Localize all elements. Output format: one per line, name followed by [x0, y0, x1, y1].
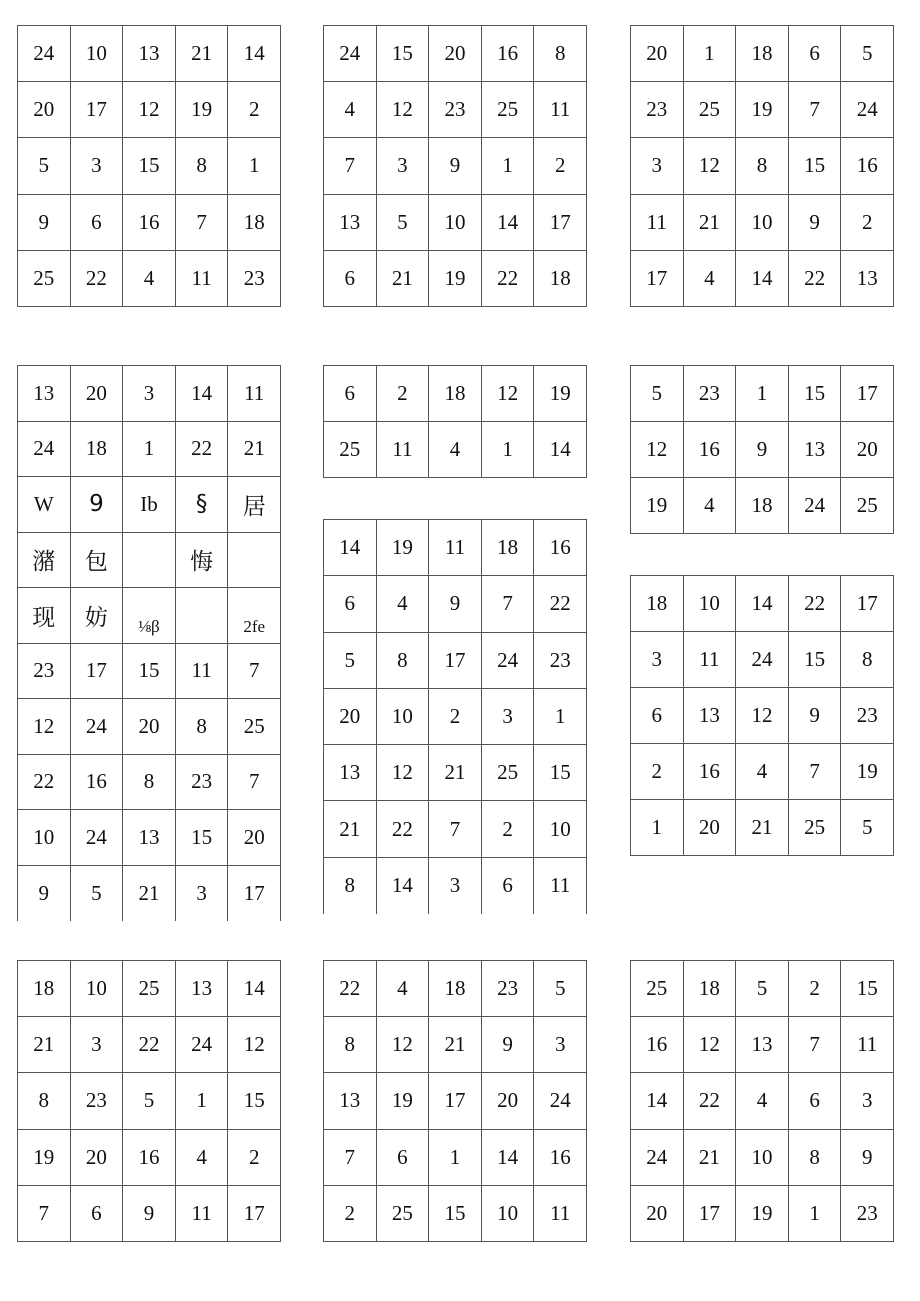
grid-cell: 21 — [18, 1017, 71, 1073]
grid-cell: 18 — [429, 366, 482, 422]
grid-11 — [630, 960, 894, 1242]
grid-cell: 24 — [71, 810, 124, 866]
grid-cell: 2fe — [228, 588, 281, 644]
grid-cell: 妨 — [71, 588, 124, 644]
grid-cell: 10 — [482, 1186, 535, 1242]
grid-cell: 9 — [18, 195, 71, 251]
grid-cell: 14 — [534, 422, 587, 478]
grid-cell: 23 — [684, 366, 737, 422]
grid-cell: 13 — [123, 26, 176, 82]
grid-cell: 4 — [377, 961, 430, 1017]
grid-5 — [323, 365, 587, 478]
grid-cell: 19 — [377, 1073, 430, 1129]
grid-cell: 潴 — [18, 533, 71, 589]
grid-cell: 7 — [482, 576, 535, 632]
grid-cell: 6 — [377, 1130, 430, 1186]
grid-cell: 12 — [377, 82, 430, 138]
grid-cell: 15 — [429, 1186, 482, 1242]
grid-cell: 19 — [176, 82, 229, 138]
grid-cell: 1 — [482, 138, 535, 194]
grid-cell: 23 — [429, 82, 482, 138]
grid-cell: 16 — [631, 1017, 684, 1073]
grid-cell: 11 — [429, 520, 482, 576]
grid-cell: 16 — [534, 1130, 587, 1186]
grid-cell: 7 — [429, 801, 482, 857]
grid-cell: 20 — [18, 82, 71, 138]
grid-cell: 15 — [789, 366, 842, 422]
grid-cell: 21 — [736, 800, 789, 856]
grid-cell: 6 — [71, 1186, 124, 1242]
grid-cell: 14 — [631, 1073, 684, 1129]
grid-cell: 19 — [631, 478, 684, 534]
grid-cell: 5 — [324, 633, 377, 689]
grid-cell: 5 — [377, 195, 430, 251]
grid-cell: 25 — [684, 82, 737, 138]
grid-cell: 13 — [324, 1073, 377, 1129]
grid-10 — [323, 960, 587, 1242]
grid-cell: 25 — [789, 800, 842, 856]
grid-cell: 20 — [71, 1130, 124, 1186]
grid-cell: 16 — [123, 195, 176, 251]
grid-cell: 包 — [71, 533, 124, 589]
grid-cell: 6 — [789, 26, 842, 82]
grid-cell: 14 — [176, 366, 229, 422]
grid-cell: 21 — [324, 801, 377, 857]
grid-cell: 3 — [71, 1017, 124, 1073]
grid-cell: 6 — [631, 688, 684, 744]
grid-cell: 15 — [841, 961, 894, 1017]
grid-cell: 12 — [377, 745, 430, 801]
grid-cell: 23 — [534, 633, 587, 689]
grid-cell: 3 — [377, 138, 430, 194]
grid-cell: 1 — [684, 26, 737, 82]
grid-1 — [17, 25, 281, 307]
grid-cell: 5 — [71, 866, 124, 922]
grid-cell: 12 — [123, 82, 176, 138]
grid-cell: 23 — [631, 82, 684, 138]
grid-cell: 18 — [228, 195, 281, 251]
grid-cell: 18 — [482, 520, 535, 576]
grid-cell: 15 — [377, 26, 430, 82]
grid-cell: 21 — [123, 866, 176, 922]
grid-cell: 15 — [789, 138, 842, 194]
grid-cell: 悔 — [176, 533, 229, 589]
grid-cell: 18 — [684, 961, 737, 1017]
grid-cell: 7 — [228, 755, 281, 811]
grid-cell: 16 — [123, 1130, 176, 1186]
grid-cell: 5 — [123, 1073, 176, 1129]
grid-cell: 25 — [228, 699, 281, 755]
grid-cell: 18 — [534, 251, 587, 307]
grid-cell: 15 — [534, 745, 587, 801]
grid-cell: 6 — [324, 366, 377, 422]
grid-cell: 25 — [482, 82, 535, 138]
grid-cell: 8 — [789, 1130, 842, 1186]
grid-cell: 7 — [789, 744, 842, 800]
grid-cell: 2 — [324, 1186, 377, 1242]
grid-cell: 23 — [841, 688, 894, 744]
grid-cell: 11 — [841, 1017, 894, 1073]
grid-cell: 16 — [684, 422, 737, 478]
grid-cell: 3 — [71, 138, 124, 194]
grid-cell: 18 — [429, 961, 482, 1017]
grid-cell: 24 — [736, 632, 789, 688]
grid-cell: 14 — [377, 858, 430, 914]
grid-cell: 1 — [736, 366, 789, 422]
grid-cell: 9 — [789, 195, 842, 251]
grid-cell: 24 — [324, 26, 377, 82]
grid-8 — [630, 575, 894, 856]
grid-cell: 7 — [18, 1186, 71, 1242]
grid-cell: 10 — [377, 689, 430, 745]
grid-cell: 2 — [631, 744, 684, 800]
grid-cell: 22 — [324, 961, 377, 1017]
grid-cell: 4 — [684, 251, 737, 307]
grid-cell: 17 — [684, 1186, 737, 1242]
grid-cell: 10 — [736, 195, 789, 251]
grid-cell: 24 — [841, 82, 894, 138]
grid-cell: 13 — [684, 688, 737, 744]
grid-cell: 8 — [123, 755, 176, 811]
grid-cell: 10 — [429, 195, 482, 251]
grid-cell: 5 — [841, 26, 894, 82]
grid-cell: 6 — [324, 251, 377, 307]
grid-cell: 17 — [429, 633, 482, 689]
grid-cell: 3 — [429, 858, 482, 914]
grid-cell: 19 — [377, 520, 430, 576]
grid-cell: 3 — [534, 1017, 587, 1073]
grid-cell: 17 — [228, 1186, 281, 1242]
grid-cell: 15 — [789, 632, 842, 688]
grid-cell: 1 — [176, 1073, 229, 1129]
grid-cell: 14 — [324, 520, 377, 576]
grid-cell: 6 — [71, 195, 124, 251]
grid-cell: 14 — [482, 195, 535, 251]
grid-cell: 3 — [176, 866, 229, 922]
grid-cell: 7 — [324, 1130, 377, 1186]
grid-cell: 11 — [534, 82, 587, 138]
grid-cell: 5 — [18, 138, 71, 194]
grid-cell: 10 — [18, 810, 71, 866]
grid-cell: Ib — [123, 477, 176, 533]
grid-cell: 23 — [71, 1073, 124, 1129]
grid-cell: 13 — [18, 366, 71, 422]
grid-cell: 13 — [736, 1017, 789, 1073]
grid-cell: 16 — [841, 138, 894, 194]
grid-cell: 3 — [631, 138, 684, 194]
grid-cell: 20 — [123, 699, 176, 755]
grid-cell: 9 — [736, 422, 789, 478]
grid-cell: 2 — [228, 82, 281, 138]
grid-cell: 20 — [684, 800, 737, 856]
grid-cell: 13 — [123, 810, 176, 866]
grid-cell: 2 — [534, 138, 587, 194]
grid-cell: 17 — [841, 576, 894, 632]
grid-cell: 16 — [482, 26, 535, 82]
grid-cell: 8 — [324, 858, 377, 914]
grid-cell: 21 — [684, 195, 737, 251]
grid-cell: 12 — [684, 138, 737, 194]
grid-cell: 12 — [736, 688, 789, 744]
grid-cell: 1 — [123, 422, 176, 478]
grid-cell: 17 — [71, 644, 124, 700]
grid-cell: 16 — [534, 520, 587, 576]
grid-cell: 22 — [482, 251, 535, 307]
grid-cell: 25 — [841, 478, 894, 534]
grid-cell: 10 — [534, 801, 587, 857]
grid-cell: 9 — [18, 866, 71, 922]
grid-cell: 3 — [482, 689, 535, 745]
grid-6 — [630, 365, 894, 534]
grid-cell — [228, 533, 281, 589]
grid-cell: 23 — [482, 961, 535, 1017]
grid-cell: 6 — [324, 576, 377, 632]
grid-cell — [123, 533, 176, 589]
grid-cell: 24 — [176, 1017, 229, 1073]
grid-cell: 3 — [841, 1073, 894, 1129]
grid-cell: 2 — [789, 961, 842, 1017]
grid-cell: 7 — [324, 138, 377, 194]
grid-cell: 14 — [736, 251, 789, 307]
grid-cell: 20 — [71, 366, 124, 422]
grid-cell: 15 — [176, 810, 229, 866]
grid-cell: 25 — [123, 961, 176, 1017]
grid-cell: 19 — [841, 744, 894, 800]
grid-cell: 2 — [429, 689, 482, 745]
grid-cell: 20 — [228, 810, 281, 866]
grid-cell: 17 — [71, 82, 124, 138]
grid-cell: 13 — [789, 422, 842, 478]
grid-cell: 14 — [228, 26, 281, 82]
grid-cell: 20 — [841, 422, 894, 478]
grid-cell: 9 — [841, 1130, 894, 1186]
grid-cell: 24 — [18, 26, 71, 82]
grid-cell: 3 — [123, 366, 176, 422]
grid-3 — [630, 25, 894, 307]
grid-cell: 13 — [176, 961, 229, 1017]
grid-cell: 13 — [324, 195, 377, 251]
grid-cell — [176, 588, 229, 644]
grid-cell: 22 — [534, 576, 587, 632]
grid-cell: 24 — [18, 422, 71, 478]
grid-cell: 5 — [534, 961, 587, 1017]
grid-cell: 4 — [176, 1130, 229, 1186]
grid-cell: 12 — [482, 366, 535, 422]
grid-cell: 20 — [482, 1073, 535, 1129]
grid-cell: 11 — [176, 251, 229, 307]
grid-cell: 16 — [684, 744, 737, 800]
grid-cell: 25 — [482, 745, 535, 801]
grid-cell: 21 — [228, 422, 281, 478]
grid-cell: 21 — [377, 251, 430, 307]
grid-cell: 7 — [176, 195, 229, 251]
grid-cell: 9 — [482, 1017, 535, 1073]
grid-cell: 9 — [429, 576, 482, 632]
grid-cell: 9 — [123, 1186, 176, 1242]
grid-cell: 10 — [684, 576, 737, 632]
grid-cell: 22 — [789, 251, 842, 307]
grid-cell: 17 — [631, 251, 684, 307]
grid-cell: 11 — [534, 858, 587, 914]
grid-cell: 1 — [534, 689, 587, 745]
grid-cell: 7 — [228, 644, 281, 700]
grid-4 — [17, 365, 281, 921]
grid-cell: 9 — [429, 138, 482, 194]
grid-cell: 4 — [123, 251, 176, 307]
grid-cell: 12 — [684, 1017, 737, 1073]
grid-cell: 23 — [841, 1186, 894, 1242]
grid-cell: 18 — [631, 576, 684, 632]
grid-cell: 24 — [789, 478, 842, 534]
grid-cell: 25 — [18, 251, 71, 307]
grid-cell: 1 — [789, 1186, 842, 1242]
grid-cell: 13 — [324, 745, 377, 801]
grid-cell: 8 — [324, 1017, 377, 1073]
grid-cell: 3 — [631, 632, 684, 688]
grid-cell: 4 — [684, 478, 737, 534]
grid-cell: § — [176, 477, 229, 533]
grid-cell: 21 — [429, 745, 482, 801]
grid-cell: 1 — [228, 138, 281, 194]
grid-cell: 8 — [176, 699, 229, 755]
grid-cell: 居 — [228, 477, 281, 533]
grid-cell: 9 — [71, 477, 124, 533]
grid-cell: 21 — [176, 26, 229, 82]
grid-cell: 4 — [377, 576, 430, 632]
grid-7 — [323, 519, 587, 914]
grid-cell: 7 — [789, 82, 842, 138]
grid-cell: 20 — [631, 26, 684, 82]
grid-cell: 6 — [789, 1073, 842, 1129]
grid-cell: 14 — [482, 1130, 535, 1186]
grid-cell: 22 — [684, 1073, 737, 1129]
grid-cell: 8 — [18, 1073, 71, 1129]
grid-2 — [323, 25, 587, 307]
grid-cell: 11 — [228, 366, 281, 422]
grid-cell: 22 — [789, 576, 842, 632]
grid-cell: 18 — [736, 26, 789, 82]
grid-cell: 24 — [631, 1130, 684, 1186]
grid-cell: 20 — [631, 1186, 684, 1242]
grid-cell: 15 — [228, 1073, 281, 1129]
grid-cell: 25 — [631, 961, 684, 1017]
grid-cell: 22 — [71, 251, 124, 307]
grid-cell: 18 — [736, 478, 789, 534]
grid-cell: 24 — [534, 1073, 587, 1129]
grid-cell: 8 — [841, 632, 894, 688]
grid-cell: 1 — [429, 1130, 482, 1186]
grid-cell: 4 — [324, 82, 377, 138]
grid-cell: 19 — [18, 1130, 71, 1186]
grid-cell: 21 — [684, 1130, 737, 1186]
grid-cell: 1 — [631, 800, 684, 856]
grid-cell: 4 — [736, 1073, 789, 1129]
grid-cell: 2 — [377, 366, 430, 422]
grid-cell: 11 — [176, 1186, 229, 1242]
grid-cell: 10 — [736, 1130, 789, 1186]
grid-cell: 5 — [841, 800, 894, 856]
grid-cell: 18 — [18, 961, 71, 1017]
grid-cell: 1 — [482, 422, 535, 478]
grid-cell: 12 — [377, 1017, 430, 1073]
grid-cell: 8 — [736, 138, 789, 194]
grid-cell: 2 — [841, 195, 894, 251]
grid-cell: 8 — [377, 633, 430, 689]
grid-cell: 14 — [228, 961, 281, 1017]
grid-cell: 22 — [123, 1017, 176, 1073]
grid-cell: 19 — [736, 82, 789, 138]
grid-cell: 8 — [534, 26, 587, 82]
grid-cell: 24 — [482, 633, 535, 689]
grid-cell: 7 — [789, 1017, 842, 1073]
grid-cell: 22 — [176, 422, 229, 478]
grid-cell: 17 — [534, 195, 587, 251]
grid-cell: 10 — [71, 961, 124, 1017]
grid-cell: 6 — [482, 858, 535, 914]
grid-cell: 10 — [71, 26, 124, 82]
grid-cell: 4 — [429, 422, 482, 478]
grid-cell: 11 — [176, 644, 229, 700]
grid-cell: 21 — [429, 1017, 482, 1073]
grid-cell: 19 — [429, 251, 482, 307]
grid-cell: 5 — [736, 961, 789, 1017]
grid-cell: 23 — [228, 251, 281, 307]
grid-cell: 17 — [841, 366, 894, 422]
grid-cell: 20 — [324, 689, 377, 745]
grid-cell: W — [18, 477, 71, 533]
grid-cell: 9 — [789, 688, 842, 744]
grid-cell: 13 — [841, 251, 894, 307]
grid-cell: 20 — [429, 26, 482, 82]
grid-9 — [17, 960, 281, 1242]
grid-cell: 25 — [377, 1186, 430, 1242]
grid-cell: 23 — [176, 755, 229, 811]
grid-cell: 16 — [71, 755, 124, 811]
grid-cell: 25 — [324, 422, 377, 478]
grid-cell: 22 — [377, 801, 430, 857]
grid-cell: 23 — [18, 644, 71, 700]
grid-cell: 4 — [736, 744, 789, 800]
grid-cell: 14 — [736, 576, 789, 632]
grid-cell: 15 — [123, 644, 176, 700]
grid-cell: 8 — [176, 138, 229, 194]
grid-cell: 18 — [71, 422, 124, 478]
grid-cell: 11 — [377, 422, 430, 478]
grid-cell: 19 — [534, 366, 587, 422]
grid-cell: 12 — [228, 1017, 281, 1073]
grid-cell: 19 — [736, 1186, 789, 1242]
grid-cell: 现 — [18, 588, 71, 644]
grid-cell: 24 — [71, 699, 124, 755]
grid-cell: 12 — [631, 422, 684, 478]
grid-cell: 11 — [534, 1186, 587, 1242]
grid-cell: 5 — [631, 366, 684, 422]
grid-cell: 11 — [684, 632, 737, 688]
grid-cell: 17 — [228, 866, 281, 922]
grid-cell: ⅛β — [123, 588, 176, 644]
grid-cell: 2 — [228, 1130, 281, 1186]
grid-cell: 12 — [18, 699, 71, 755]
grid-cell: 11 — [631, 195, 684, 251]
grid-cell: 22 — [18, 755, 71, 811]
grid-cell: 2 — [482, 801, 535, 857]
grid-cell: 15 — [123, 138, 176, 194]
grid-cell: 17 — [429, 1073, 482, 1129]
